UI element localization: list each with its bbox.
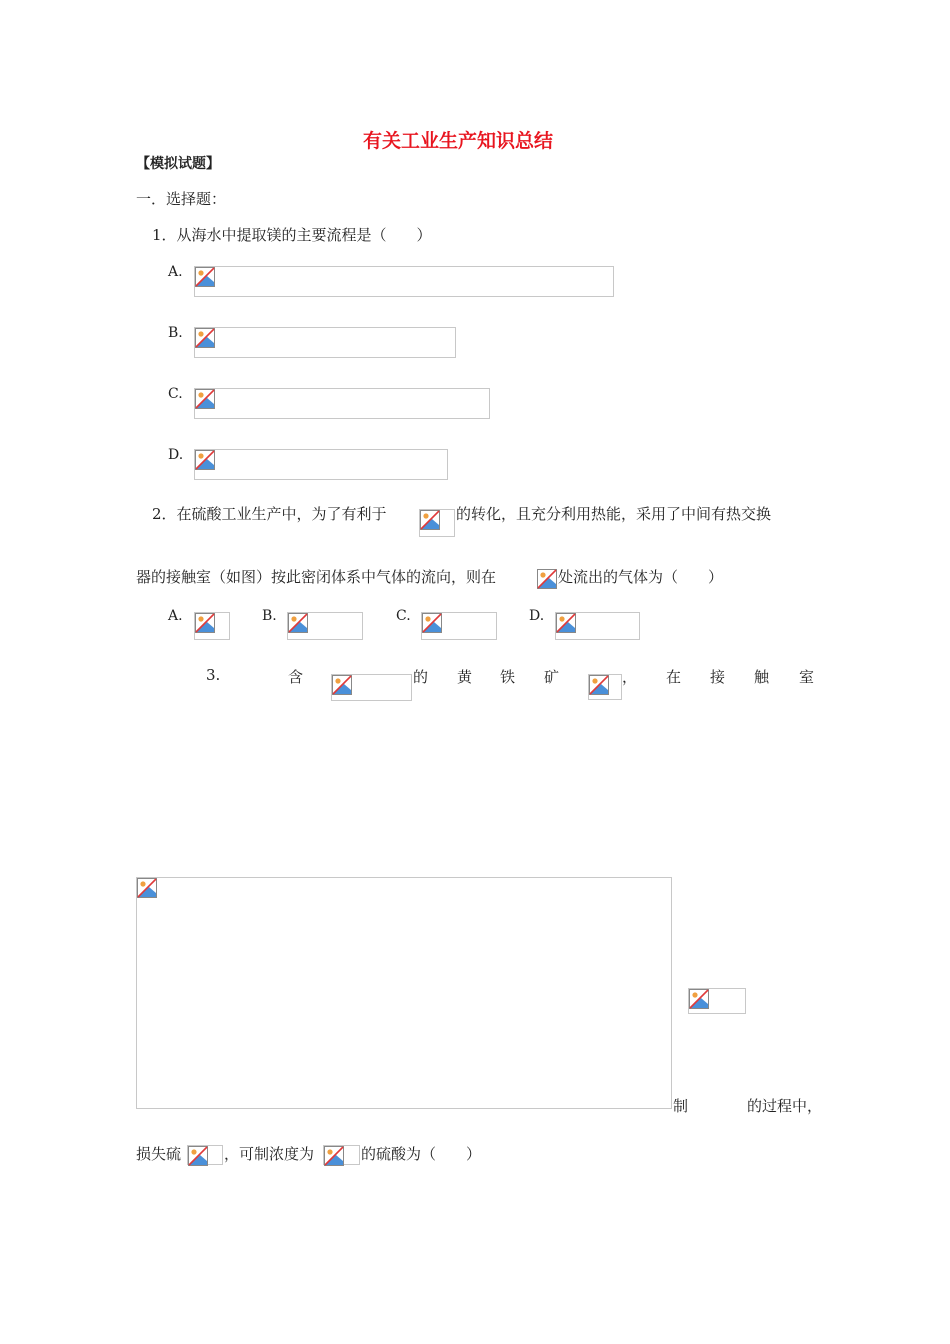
broken-image-icon xyxy=(195,613,215,633)
q3-char: 室 xyxy=(799,668,815,686)
q3-tail-text: 的过程中， xyxy=(747,1097,823,1115)
q2-option-b-label: B. xyxy=(262,608,277,624)
question-1-stem: 1．从海水中提取镁的主要流程是（ ） xyxy=(152,226,432,244)
q3-char: 的 xyxy=(413,668,429,686)
q2-option-c-label: C. xyxy=(396,608,411,624)
broken-image-icon xyxy=(137,878,157,898)
q2-option-c-image xyxy=(421,612,497,640)
q1-option-d-image xyxy=(194,449,448,480)
broken-image-icon xyxy=(589,675,609,695)
q1-option-b-label: B. xyxy=(168,325,183,341)
broken-image-icon xyxy=(195,389,215,409)
q2-outlet-label-image xyxy=(537,569,557,589)
broken-image-icon xyxy=(195,450,215,470)
q3-char: 在 xyxy=(666,668,682,686)
q3-line2-part3: 的硫酸为（ ） xyxy=(361,1145,482,1163)
q3-concentration-image xyxy=(323,1145,360,1165)
document-title: 有关工业生产知识总结 xyxy=(363,130,554,152)
q3-line2-part1: 损失硫 xyxy=(136,1145,182,1163)
broken-image-icon xyxy=(195,267,215,287)
q3-formula-image xyxy=(588,674,622,700)
question-2-stem-part3: 器的接触室（如图）按此密闭体系中气体的流向，则在 xyxy=(136,568,497,586)
contact-chamber-diagram-image xyxy=(136,877,672,1109)
q2-option-d-label: D. xyxy=(529,608,545,624)
q3-percent-image xyxy=(331,674,412,701)
question-2-stem-part2: 的转化，且充分利用热能，采用了中间有热交换 xyxy=(456,505,772,523)
q3-line2-part2: ，可制浓度为 xyxy=(224,1145,315,1163)
q1-option-d-label: D. xyxy=(168,447,184,463)
broken-image-icon xyxy=(195,328,215,348)
q1-option-a-label: A. xyxy=(168,264,183,280)
q3-char: 接 xyxy=(710,668,726,686)
section-label: 【模拟试题】 xyxy=(136,156,220,172)
q3-char: 黄 xyxy=(457,668,473,686)
broken-image-icon xyxy=(332,675,352,695)
q1-option-a-image xyxy=(194,266,614,297)
question-2-stem-part4: 处流出的气体为（ ） xyxy=(558,568,724,586)
q3-char: 矿 xyxy=(544,668,560,686)
q2-option-a-label: A. xyxy=(168,608,183,624)
broken-image-icon xyxy=(689,989,709,1009)
q3-number: 3. xyxy=(206,666,221,684)
q3-char: 铁 xyxy=(500,668,516,686)
q3-char: 制 xyxy=(673,1097,689,1115)
q2-option-d-image xyxy=(555,612,640,640)
question-2-stem-part1: 2．在硫酸工业生产中，为了有利于 xyxy=(152,505,387,523)
q3-small-formula-image xyxy=(688,988,746,1014)
q2-inline-formula-image xyxy=(419,509,455,537)
q1-option-b-image xyxy=(194,327,456,358)
q2-option-b-image xyxy=(287,612,363,640)
q2-option-a-image xyxy=(194,612,230,640)
q3-char: 含 xyxy=(288,668,304,686)
q3-sulfur-loss-image xyxy=(187,1145,223,1165)
broken-image-icon xyxy=(537,569,557,589)
broken-image-icon xyxy=(188,1146,208,1166)
broken-image-icon xyxy=(324,1146,344,1166)
broken-image-icon xyxy=(288,613,308,633)
q3-char: ， xyxy=(622,668,638,686)
q1-option-c-image xyxy=(194,388,490,419)
q1-option-c-label: C. xyxy=(168,386,183,402)
broken-image-icon xyxy=(422,613,442,633)
part-label: 一．选择题： xyxy=(136,190,227,208)
broken-image-icon xyxy=(556,613,576,633)
broken-image-icon xyxy=(420,510,440,530)
q3-char: 触 xyxy=(754,668,770,686)
